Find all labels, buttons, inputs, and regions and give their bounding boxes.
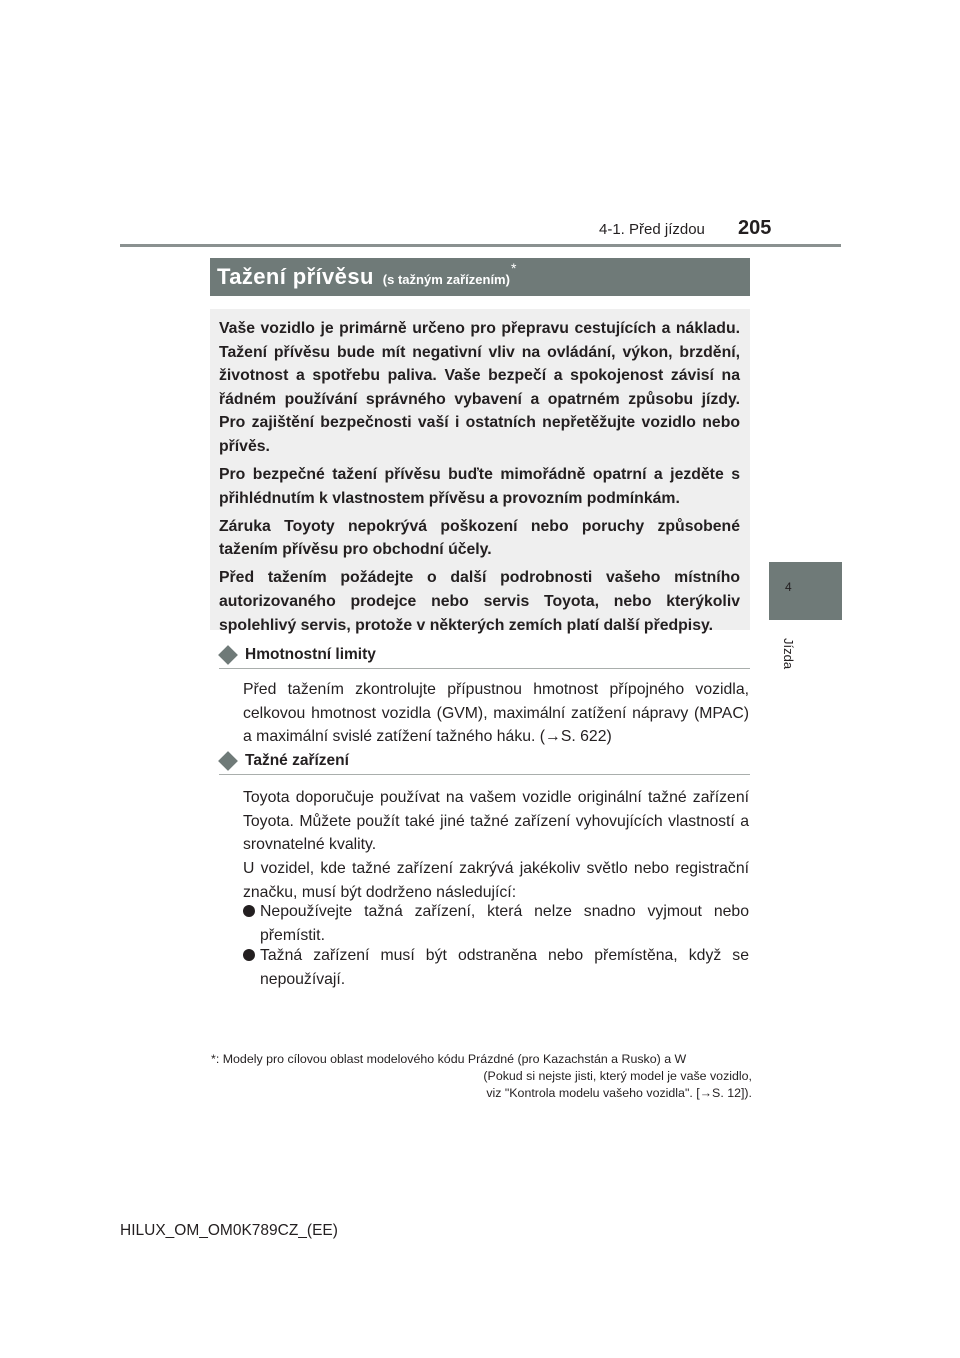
page-title-bar xyxy=(210,258,750,296)
header-divider xyxy=(120,244,841,247)
footnote-line xyxy=(211,1051,752,1067)
diamond-icon xyxy=(218,751,238,771)
intro-paragraph: Před tažením požádejte o další podrobnosti vašeho místního autorizovaného prodejce nebo servis Toyota, nebo kterýkoliv spolehlivý servis, protože v některých zemích platí další předpisy. xyxy=(219,569,740,634)
list-item xyxy=(243,900,749,947)
list-item-text: Nepoužívejte tažná zařízení, která nelze snadno vyjmout nebo přemístit. xyxy=(260,903,749,944)
body-paragraph: Před tažením zkontrolujte přípustnou hmotnost přípojného vozidla, celkovou hmotnost vozidla (GVM), maximální zatížení nápravy (MPAC) a maximální svislé zatížení tažného háku. (→S. 622) xyxy=(243,681,749,746)
chapter-label: Jízda xyxy=(781,638,796,670)
section-heading-weight-limits xyxy=(219,646,750,669)
footnote-line: viz "Kontrola modelu vašeho vozidla". [→S. 12]). xyxy=(486,1086,752,1100)
footnote-line: (Pokud si nejste jisti, který model je vaše vozidlo, xyxy=(483,1069,752,1083)
section-breadcrumb: 4-1. Před jízdou xyxy=(599,221,705,238)
chapter-tab xyxy=(769,562,842,620)
bullet-icon xyxy=(243,905,255,917)
page-subtitle: (s tažným zařízením) xyxy=(382,271,510,287)
section-title: Hmotnostní limity xyxy=(245,646,376,663)
body-paragraph: Toyota doporučuje používat na vašem vozidle originální tažné zařízení Toyota. Můžete použít také jiné tažné zařízení vyhovujících vlastností a srovnatelné kvality. xyxy=(243,789,749,854)
footnote-marker: * xyxy=(510,260,517,276)
list-item-text: Tažná zařízení musí být odstraněna nebo přemístěna, když se nepoužívají. xyxy=(260,947,749,988)
bullet-icon xyxy=(243,949,255,961)
intro-paragraph: Pro bezpečné tažení přívěsu buďte mimořádně opatrní a jezděte s přihlédnutím k vlastnostem přívěsu a provozním podmínkám. xyxy=(219,466,740,507)
page-number: 205 xyxy=(738,217,772,239)
intro-paragraph: Vaše vozidlo je primárně určeno pro přepravu cestujících a nákladu. Tažení přívěsu bude mít negativní vliv na ovládání, výkon, brzdění, životnost a spotřebu paliva. Vaše bezpečí a spokojenost závisí na řádném používání správného vybavení a opatrném způsobu jízdy. Pro zajištění bezpečnosti vaší i ostatních nepřetěžujte vozidlo nebo přívěs. xyxy=(219,320,740,455)
diamond-icon xyxy=(218,645,238,665)
list-item xyxy=(243,944,749,991)
section-title: Tažné zařízení xyxy=(245,752,349,769)
footnote-marker: * xyxy=(211,1052,216,1066)
chapter-number: 4 xyxy=(785,580,792,594)
page-title: Tažení přívěsu xyxy=(217,264,374,289)
footnote-text: : Modely pro cílovou oblast modelového kódu Prázdné (pro Kazachstán a Rusko) a W xyxy=(215,1052,687,1066)
body-paragraph: U vozidel, kde tažné zařízení zakrývá jakékoliv světlo nebo registrační značku, musí být dodrženo následující: xyxy=(243,860,749,901)
intro-paragraph: Záruka Toyoty nepokrývá poškození nebo poruchy způsobené tažením přívěsu pro obchodní účely. xyxy=(219,517,740,559)
section-heading-towing-device xyxy=(219,752,750,775)
document-code: HILUX_OM_OM0K789CZ_(EE) xyxy=(120,1222,338,1239)
intro-box xyxy=(210,309,750,634)
